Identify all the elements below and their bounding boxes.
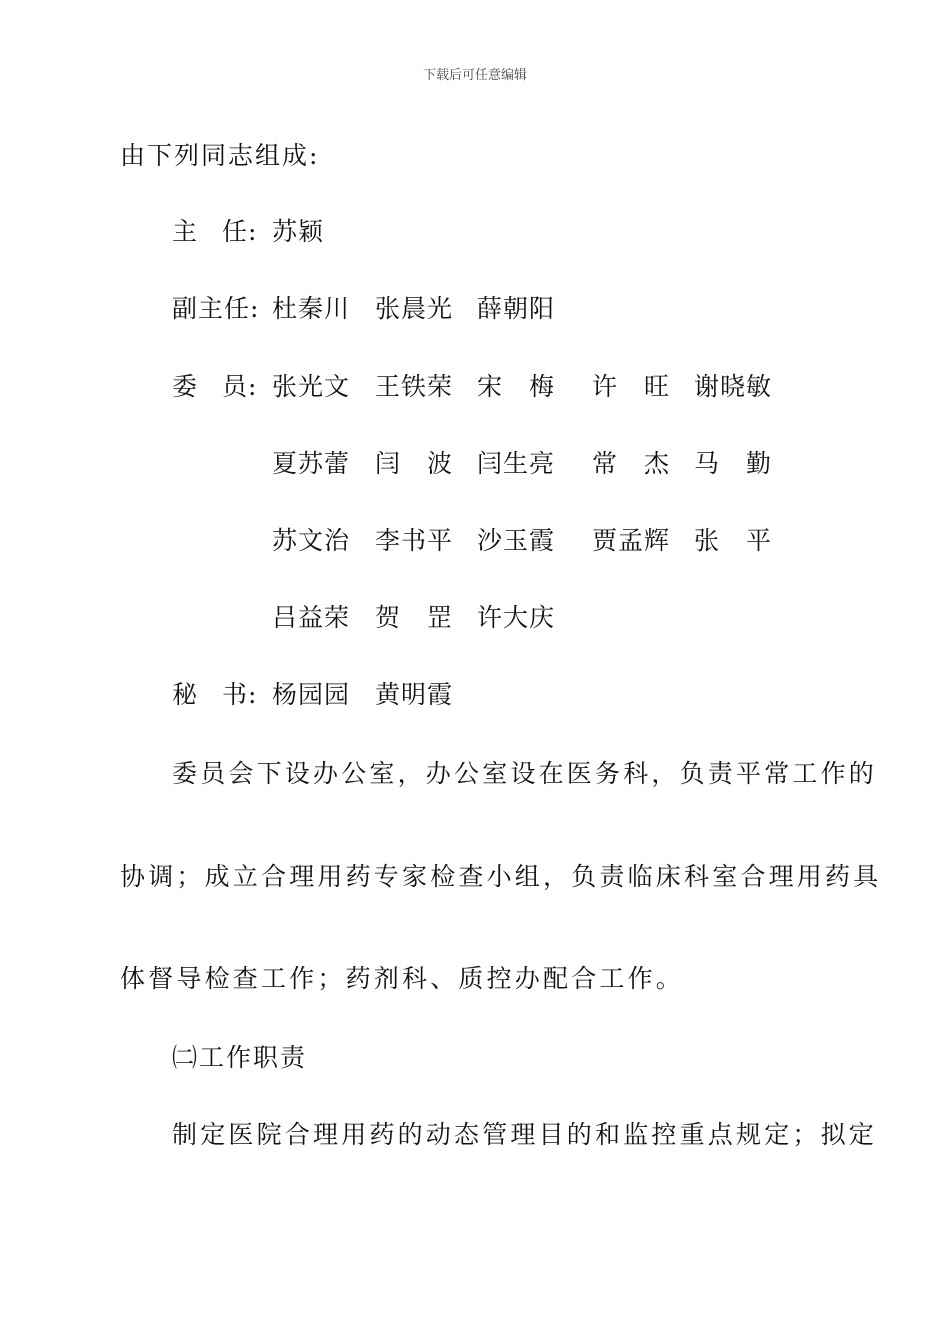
- member-name: 苏文治: [272, 526, 351, 555]
- member-name: 宋 梅: [477, 372, 556, 401]
- member-name: 闫生亮: [477, 449, 556, 478]
- member-name: 许大庆: [477, 603, 556, 632]
- member-name: 闫 波: [375, 449, 454, 478]
- member-name: 沙玉霞: [477, 526, 556, 555]
- member-name: 张 平: [694, 526, 773, 555]
- secretary-label-a: 秘: [172, 680, 199, 709]
- vice-director-name: 张晨光: [375, 294, 454, 323]
- secretary-label-b: 书:: [222, 680, 258, 709]
- paragraph-line: 委员会下设办公室，办公室设在医务科，负责平常工作的: [172, 759, 878, 788]
- director-name: 苏颖: [272, 217, 325, 246]
- member-name: 张光文: [272, 372, 351, 401]
- secretary-name: 杨园园: [272, 680, 351, 709]
- member-name: 常 杰: [592, 449, 671, 478]
- member-name: 李书平: [375, 526, 454, 555]
- member-name: 吕益荣: [272, 603, 351, 632]
- member-name: 许 旺: [592, 372, 671, 401]
- member-name: 王铁荣: [375, 372, 454, 401]
- secretary-name: 黄明霞: [375, 680, 454, 709]
- vice-director-label: 副主任:: [172, 294, 260, 323]
- director-label-a: 主: [172, 217, 199, 246]
- vice-director-name: 杜秦川: [272, 294, 351, 323]
- member-name: 马 勤: [694, 449, 773, 478]
- member-name: 贾孟辉: [592, 526, 671, 555]
- members-label-b: 员:: [222, 372, 258, 401]
- member-name: 谢晓敏: [694, 372, 773, 401]
- vice-director-name: 薛朝阳: [477, 294, 556, 323]
- section-heading: ㈡工作职责: [172, 1043, 308, 1072]
- paragraph-line: 体督导检查工作；药剂科、质控办配合工作。: [120, 964, 685, 993]
- member-name: 贺 罡: [375, 603, 454, 632]
- members-label-a: 委: [172, 372, 199, 401]
- intro-line: 由下列同志组成:: [120, 141, 320, 170]
- member-name: 夏苏蕾: [272, 449, 351, 478]
- page-header: 下载后可任意编辑: [422, 68, 527, 83]
- paragraph-line: 协调；成立合理用药专家检查小组，负责临床科室合理用药具: [120, 862, 882, 891]
- director-label-b: 任:: [222, 217, 258, 246]
- paragraph-line: 制定医院合理用药的动态管理目的和监控重点规定；拟定: [172, 1120, 878, 1149]
